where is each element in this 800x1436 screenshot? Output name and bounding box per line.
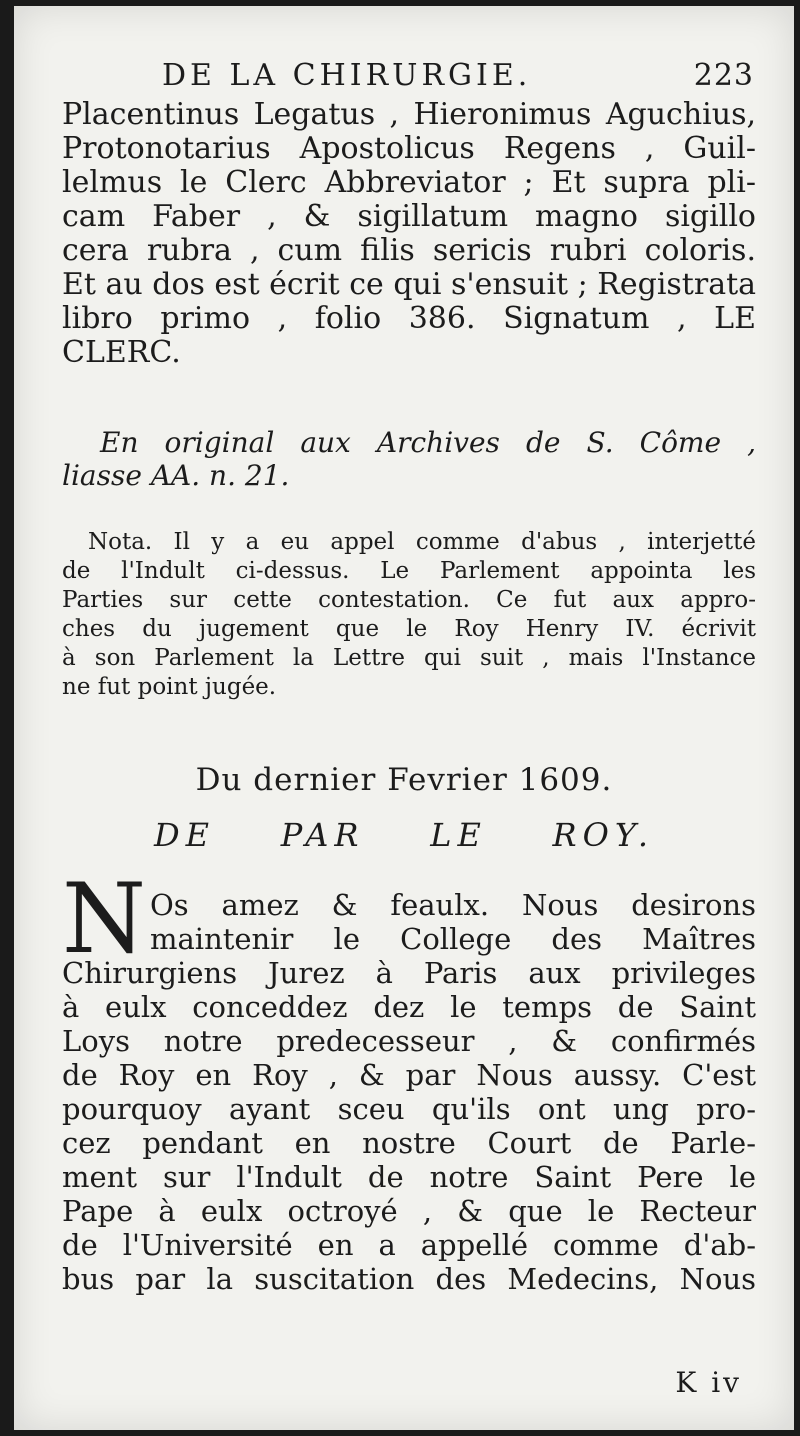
date-heading: Du dernier Fevrier 1609. bbox=[195, 762, 613, 798]
text-line: Loys notre predecesseur , & confirmés bbox=[62, 1024, 756, 1058]
text-line: lelmus le Clerc Abbreviator ; Et supra pli- bbox=[62, 165, 756, 200]
signature-mark: K iv bbox=[675, 1366, 742, 1399]
text-line: ches du jugement que le Roy Henry IV. écrivit bbox=[62, 616, 756, 642]
page-number: 223 bbox=[693, 58, 754, 93]
text-line: cam Faber , & sigillatum magno sigillo bbox=[62, 199, 756, 234]
text-line: Pape à eulx octroyé , & que le Recteur bbox=[62, 1194, 756, 1228]
archive-source bbox=[62, 426, 756, 492]
text-line: CLERC. bbox=[62, 335, 181, 370]
royal-letter-body bbox=[62, 888, 756, 1296]
running-title: DE LA CHIRURGIE. bbox=[162, 58, 532, 93]
de-par-le-roy-heading bbox=[154, 816, 654, 854]
running-header bbox=[162, 58, 754, 93]
heading-word: ROY. bbox=[552, 816, 654, 854]
text-line: Chirurgiens Jurez à Paris aux privileges bbox=[62, 956, 756, 990]
book-page bbox=[14, 6, 794, 1430]
text-line: de l'Université en a appellé comme d'ab- bbox=[62, 1228, 756, 1262]
heading-word: LE bbox=[430, 816, 487, 854]
text-line: libro primo , folio 386. Signatum , LE bbox=[62, 301, 756, 336]
text-line: à eulx conceddez dez le temps de Saint bbox=[62, 990, 756, 1024]
heading-word: PAR bbox=[280, 816, 365, 854]
heading-word: DE bbox=[154, 816, 216, 854]
text-line: de Roy en Roy , & par Nous aussy. C'est bbox=[62, 1058, 756, 1092]
text-line: Et au dos est écrit ce qui s'ensuit ; Registrata bbox=[62, 267, 757, 302]
text-line: ment sur l'Indult de notre Saint Pere le bbox=[62, 1160, 756, 1194]
text-line: cez pendant en nostre Court de Parle- bbox=[62, 1126, 756, 1160]
text-line: bus par la suscitation des Medecins, Nous bbox=[62, 1262, 756, 1296]
text-line: maintenir le College des Maîtres bbox=[150, 922, 756, 956]
text-line: Parties sur cette contestation. Ce fut aux appro- bbox=[62, 587, 756, 613]
text-line: Os amez & feaulx. Nous desirons bbox=[150, 888, 756, 922]
text-line: cera rubra , cum filis sericis rubri coloris. bbox=[62, 233, 756, 268]
text-line: Placentinus Legatus , Hieronimus Aguchius, bbox=[62, 97, 756, 132]
text-line: ne fut point jugée. bbox=[62, 674, 277, 700]
text-line: de l'Indult ci-dessus. Le Parlement appointa les bbox=[62, 558, 756, 584]
text-line: pourquoy ayant sceu qu'ils ont ung pro- bbox=[62, 1092, 756, 1126]
text-line: Nota. Il y a eu appel comme d'abus , interjetté bbox=[88, 529, 756, 555]
text-line: Protonotarius Apostolicus Regens , Guil- bbox=[62, 131, 756, 166]
text-line: liasse AA. n. 21. bbox=[62, 459, 290, 492]
paragraph-bull-signatures bbox=[62, 98, 756, 370]
text-line: En original aux Archives de S. Côme , bbox=[100, 426, 756, 459]
drop-cap: N bbox=[62, 863, 146, 975]
text-line: à son Parlement la Lettre qui suit , mais l'Instance bbox=[62, 645, 756, 671]
nota-paragraph bbox=[62, 528, 756, 702]
